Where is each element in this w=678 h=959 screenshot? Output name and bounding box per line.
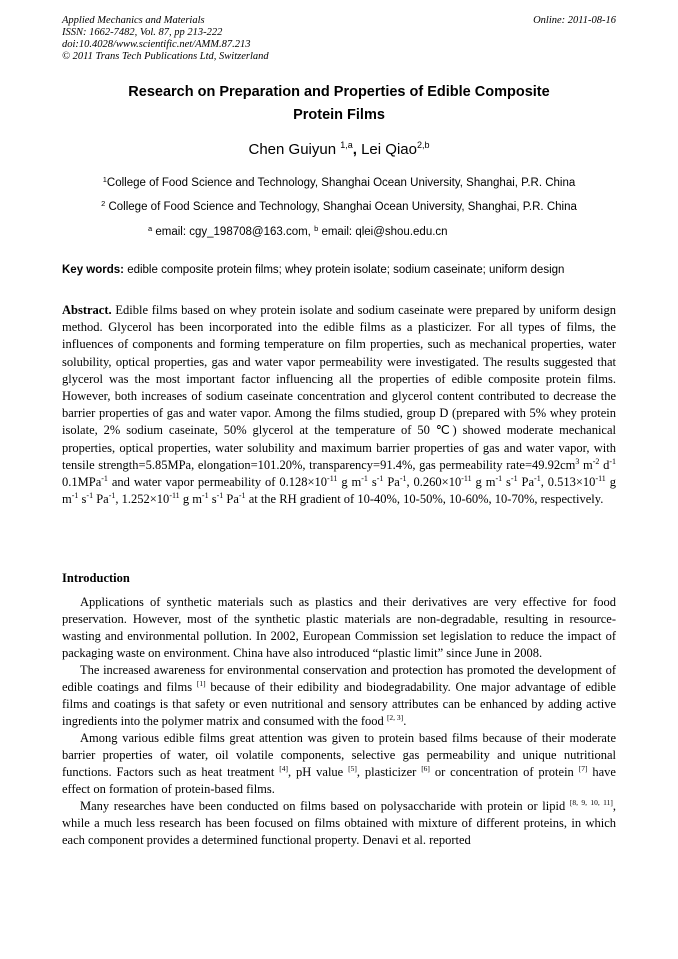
abstract-sup: -11 <box>169 491 180 501</box>
abstract-sup: -11 <box>595 474 606 484</box>
affiliation-2-text: College of Food Science and Technology, Shanghai Ocean University, Shanghai, P.R. China <box>105 201 577 213</box>
abstract-text: s <box>502 475 511 490</box>
author-1-affiliation-mark: 1,a <box>340 140 353 150</box>
introduction-body <box>62 594 616 849</box>
abstract-sup: -1 <box>534 474 541 484</box>
abstract-label: Abstract. <box>62 303 112 317</box>
paragraph-text: The increased awareness for environmental conservation and protection has promoted the development of edible coatings and films <box>62 663 616 694</box>
email-a-mark: a <box>148 224 153 233</box>
email-a: email: cgy_198708@163.com, <box>152 226 315 238</box>
paper-title <box>62 81 616 127</box>
author-1-name: Chen Guiyun <box>248 141 341 158</box>
affiliation-2-mark: 2 <box>101 199 106 208</box>
abstract-sup: -1 <box>201 491 209 501</box>
abstract-text: , 0.513×10 <box>540 475 596 490</box>
journal-issn: ISSN: 1662-7482, Vol. 87, pp 213-222 <box>62 27 223 38</box>
paragraph <box>62 662 616 730</box>
paragraph-text: Among various edible films great attention was given to protein based films because of their moderate barrier properties of water, oil volatile components, selective gas permeability and unique nutritional functions. Factors such as heat treatment <box>62 731 616 779</box>
online-date: Online: 2011-08-16 <box>533 15 616 26</box>
citation: [8, 9, 10, 11] <box>569 798 613 807</box>
abstract-sup: -2 <box>592 456 600 466</box>
paragraph <box>62 730 616 798</box>
journal-name: Applied Mechanics and Materials <box>62 15 205 26</box>
abstract <box>62 302 616 508</box>
paragraph-text: , pH value <box>287 765 349 779</box>
abstract-sup: 3 <box>575 456 580 466</box>
paper-title-line-1: Research on Preparation and Properties of Edible Composite <box>128 84 550 100</box>
citation: [5] <box>348 764 357 773</box>
author-list <box>62 140 616 160</box>
abstract-sup: -1 <box>361 474 368 484</box>
abstract-text: and water vapor permeability of 0.128×10 <box>107 475 328 490</box>
abstract-sup: -1 <box>216 491 224 501</box>
abstract-text: g m <box>179 492 202 507</box>
section-heading-introduction: Introduction <box>62 571 130 585</box>
abstract-text: Pa <box>517 475 535 490</box>
abstract-text: d <box>599 457 610 472</box>
abstract-sup: -1 <box>238 491 246 501</box>
abstract-sup: -1 <box>609 456 616 466</box>
citation: [6] <box>421 764 430 773</box>
abstract-sup: -1 <box>510 474 518 484</box>
abstract-text: 0.1MPa <box>62 475 102 490</box>
paragraph-text: , while a much less research has been focused on films obtained with mixture of different proteins, in which each component provides a determined functional property. Denavi et al. reported <box>62 799 616 847</box>
abstract-sup: -1 <box>108 491 116 501</box>
abstract-text: Pa <box>383 475 400 490</box>
affiliation-2 <box>62 200 616 214</box>
author-separator: , <box>352 141 362 158</box>
author-2-affiliation-mark: 2,b <box>416 140 430 150</box>
email-b: email: qlei@shou.edu.cn <box>318 226 448 238</box>
author-emails <box>148 225 448 239</box>
keywords <box>62 263 616 278</box>
abstract-sup: -11 <box>327 474 338 484</box>
paper-title-line-2: Protein Films <box>293 107 385 123</box>
abstract-text: s <box>78 492 87 507</box>
paragraph-text: have effect on formation of protein-based films. <box>62 765 616 796</box>
paragraph <box>62 798 616 849</box>
citation: [1] <box>196 679 206 688</box>
abstract-text: g m <box>471 475 496 490</box>
keywords-text: edible composite protein films; whey protein isolate; sodium caseinate; uniform design <box>124 264 565 276</box>
abstract-sup: -1 <box>101 474 108 484</box>
affiliation-1-text: College of Food Science and Technology, Shanghai Ocean University, Shanghai, P.R. China <box>106 177 576 189</box>
abstract-text: s <box>367 475 377 490</box>
affiliation-1-mark: 1 <box>102 175 107 184</box>
abstract-text: g m <box>62 475 616 507</box>
abstract-text: Pa <box>223 492 239 507</box>
paragraph-text: Many researches have been conducted on films based on polysaccharide with protein or lipid <box>80 799 570 813</box>
citation: [4] <box>279 764 288 773</box>
journal-header <box>62 15 269 63</box>
keywords-label: Key words: <box>62 264 124 276</box>
abstract-sup: -1 <box>376 474 384 484</box>
abstract-text: s <box>208 492 217 507</box>
citation: [2, 3] <box>386 713 404 722</box>
email-b-mark: b <box>314 224 319 233</box>
journal-copyright: © 2011 Trans Tech Publications Ltd, Switzerland <box>62 51 269 62</box>
abstract-sup: -1 <box>399 474 407 484</box>
abstract-sup: -11 <box>461 474 472 484</box>
paragraph: Applications of synthetic materials such as plastics and their derivatives are very effective for food preservation. However, most of the synthetic plastic materials are non-degradable, resulting in resource-wasting and environmental pollution. In 2002, European Commission set legislation to reduce the impact of packaging waste on environment. China have also introduced “plastic limit” since June in 2008. <box>62 595 616 660</box>
paragraph-text: or concentration of protein <box>429 765 579 779</box>
paragraph-text: , plasticizer <box>356 765 422 779</box>
abstract-sup: -1 <box>71 491 79 501</box>
abstract-text: Edible films based on whey protein isolate and sodium caseinate were prepared by uniform design method. Glycerol has been incorporated into the edible films as a plasticizer. For all types of films, the influences of components and forming temperature on film properties, such as mechanical properties, water solubility, optical properties, gas and water vapor permeability were investigated. The results suggested that glycerol was the most important factor influencing all the properties of edible composite protein films. However, both increases of sodium caseinate concentration and glycerol content contributed to decrease the barrier properties of gas and water vapor. Among the films studied, group D (prepared with 5% whey protein isolate, 2% sodium caseinate, 50% glycerol at the temperature of 50 ℃) showed moderate mechanical properties, optical properties, water solubility and maximum barrier properties of gas and water vapor, with tensile strength=5.85MPa, elongation=101.20%, transparency=91.4%, gas permeability rate=49.92cm <box>62 303 616 472</box>
author-2-name: Lei Qiao <box>361 141 417 158</box>
abstract-text: m <box>579 457 593 472</box>
paragraph-text: because of their edibility and biodegradability. One major advantage of edible films and coatings is that safety or even nutritional and sensory attributes can be enhanced by adding active ingredients into the polymer matrix and consumed with the food <box>62 680 616 728</box>
affiliation-1 <box>62 176 616 190</box>
abstract-text: at the RH gradient of 10-40%, 10-50%, 10-60%, 10-70%, respectively. <box>245 492 604 507</box>
journal-doi: doi:10.4028/www.scientific.net/AMM.87.213 <box>62 39 251 50</box>
abstract-sup: -1 <box>495 474 503 484</box>
citation: [7] <box>578 764 588 773</box>
abstract-sup: -1 <box>86 491 94 501</box>
abstract-text: , 0.260×10 <box>406 475 462 490</box>
abstract-text: g m <box>337 475 362 490</box>
abstract-text: , 1.252×10 <box>115 492 170 507</box>
paragraph-text: . <box>403 714 407 728</box>
abstract-text: Pa <box>93 492 109 507</box>
